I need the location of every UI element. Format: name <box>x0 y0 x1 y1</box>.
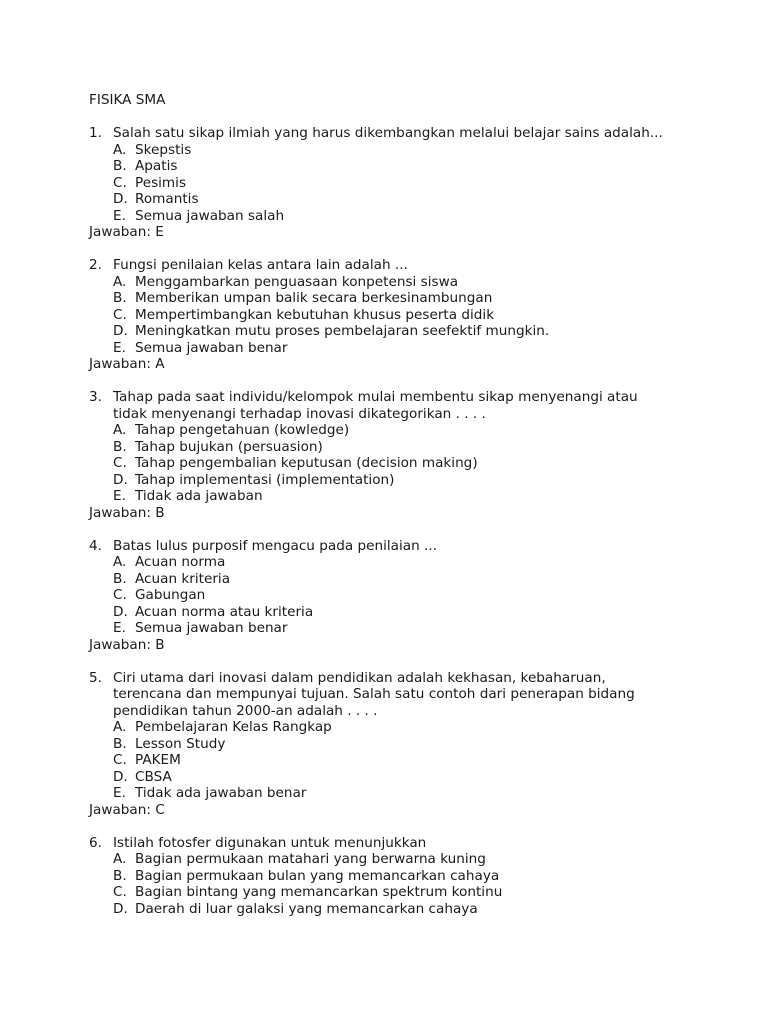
question-number: 6. <box>89 834 102 851</box>
option-item <box>113 868 689 885</box>
question-row <box>89 257 689 274</box>
option-item <box>113 901 689 918</box>
option-text: Semua jawaban benar <box>135 339 288 356</box>
option-item <box>113 769 689 786</box>
answer-line: Jawaban: C <box>89 801 165 818</box>
question-2 <box>89 257 689 373</box>
option-item <box>113 604 689 621</box>
answer-line: Jawaban: E <box>89 224 164 240</box>
option-letter: B. <box>113 158 127 174</box>
option-letter: B. <box>113 438 127 455</box>
option-letter: D. <box>113 768 128 785</box>
option-letter: A. <box>113 422 127 438</box>
option-letter: B. <box>113 867 127 884</box>
option-text: Tahap pengembalian keputusan (decision making) <box>135 455 478 471</box>
option-text: Tahap pengetahuan (kowledge) <box>135 422 350 438</box>
option-letter: B. <box>113 570 127 587</box>
option-text: Mempertimbangkan kebutuhan khusus peserta didik <box>135 306 495 323</box>
option-list <box>89 851 689 917</box>
question-number: 4. <box>89 537 102 554</box>
option-letter: E. <box>113 785 126 801</box>
question-row <box>89 125 689 142</box>
option-letter: C. <box>113 884 127 900</box>
question-text: Salah satu sikap ilmiah yang harus dikembangkan melalui belajar sains adalah... <box>113 125 663 141</box>
option-item <box>113 142 689 159</box>
question-row <box>89 835 689 852</box>
option-item <box>113 323 689 340</box>
option-text: Semua jawaban salah <box>135 207 285 224</box>
answer-line: Jawaban: B <box>89 504 165 521</box>
option-text: Skepstis <box>135 141 192 158</box>
option-text: Tahap implementasi (implementation) <box>135 471 395 488</box>
option-letter: E. <box>113 620 126 636</box>
option-item <box>113 158 689 175</box>
option-item <box>113 422 689 439</box>
question-list <box>89 125 689 917</box>
option-text: Bagian bintang yang memancarkan spektrum kontinu <box>135 884 503 900</box>
option-text: Memberikan umpan balik secara berkesinambungan <box>135 290 493 306</box>
option-list <box>89 554 689 637</box>
question-number: 2. <box>89 257 102 273</box>
answer-line: Jawaban: B <box>89 636 165 653</box>
question-text: Istilah fotosfer digunakan untuk menunjukkan <box>113 834 427 851</box>
question-row <box>89 670 689 720</box>
option-letter: A. <box>113 851 127 867</box>
option-text: Semua jawaban benar <box>135 620 288 636</box>
option-item <box>113 752 689 769</box>
option-text: Tahap bujukan (persuasion) <box>135 438 323 455</box>
option-list <box>89 142 689 225</box>
option-letter: D. <box>113 471 128 488</box>
option-item <box>113 851 689 868</box>
option-item <box>113 191 689 208</box>
option-item <box>113 455 689 472</box>
option-letter: E. <box>113 207 126 224</box>
option-text: Acuan kriteria <box>135 570 231 587</box>
option-text: Apatis <box>135 158 178 174</box>
option-item <box>113 274 689 291</box>
option-letter: C. <box>113 174 127 191</box>
option-list <box>89 719 689 802</box>
option-letter: C. <box>113 306 127 323</box>
question-text: Tahap pada saat individu/kelompok mulai membentu sikap menyenangi atau tidak menyenangi terhadap inovasi dikategorikan . . . . <box>113 389 638 422</box>
option-letter: A. <box>113 554 127 570</box>
option-text: Acuan norma <box>135 554 226 570</box>
question-3 <box>89 389 689 521</box>
option-text: Pesimis <box>135 174 187 191</box>
question-5 <box>89 670 689 819</box>
option-item <box>113 208 689 225</box>
option-text: PAKEM <box>135 752 181 768</box>
question-text: Batas lulus purposif mengacu pada penilaian ... <box>113 537 437 554</box>
option-text: Bagian permukaan bulan yang memancarkan cahaya <box>135 867 500 884</box>
option-item <box>113 175 689 192</box>
question-6 <box>89 835 689 918</box>
option-item <box>113 785 689 802</box>
option-text: Tidak ada jawaban <box>135 488 263 504</box>
option-text: Romantis <box>135 191 199 207</box>
question-number: 3. <box>89 389 102 405</box>
question-text: Ciri utama dari inovasi dalam pendidikan adalah kekhasan, kebaharuan, terencana dan mempunyai tujuan. Salah satu contoh dari penerapan bidang pendidikan tahun 2000-an adalah . . . . <box>113 669 635 719</box>
option-text: Acuan norma atau kriteria <box>135 603 314 620</box>
question-text: Fungsi penilaian kelas antara lain adalah ... <box>113 257 408 273</box>
option-item <box>113 620 689 637</box>
option-text: Meningkatkan mutu proses pembelajaran seefektif mungkin. <box>135 323 550 339</box>
option-text: Tidak ada jawaban benar <box>135 785 307 801</box>
option-item <box>113 571 689 588</box>
option-list <box>89 274 689 357</box>
option-letter: A. <box>113 141 127 158</box>
option-letter: C. <box>113 587 127 603</box>
option-text: Gabungan <box>135 587 206 603</box>
question-number: 5. <box>89 669 102 686</box>
option-letter: D. <box>113 603 128 620</box>
document-content <box>89 92 689 934</box>
option-text: Pembelajaran Kelas Rangkap <box>135 719 332 735</box>
answer-line: Jawaban: A <box>89 356 165 372</box>
option-letter: B. <box>113 735 127 752</box>
question-number: 1. <box>89 125 102 141</box>
option-letter: A. <box>113 273 127 290</box>
option-list <box>89 422 689 505</box>
option-letter: B. <box>113 290 127 306</box>
question-4 <box>89 538 689 654</box>
option-letter: D. <box>113 191 128 207</box>
option-item <box>113 719 689 736</box>
option-item <box>113 884 689 901</box>
option-item <box>113 307 689 324</box>
option-item <box>113 587 689 604</box>
option-text: CBSA <box>135 768 172 785</box>
option-letter: E. <box>113 339 126 356</box>
option-text: Menggambarkan penguasaan konpetensi siswa <box>135 273 459 290</box>
option-item <box>113 736 689 753</box>
option-item <box>113 472 689 489</box>
option-item <box>113 439 689 456</box>
option-item <box>113 290 689 307</box>
option-text: Bagian permukaan matahari yang berwarna kuning <box>135 851 486 867</box>
option-letter: C. <box>113 455 127 471</box>
option-letter: E. <box>113 488 126 504</box>
question-row <box>89 389 689 422</box>
option-letter: D. <box>113 323 128 339</box>
option-letter: A. <box>113 719 127 735</box>
question-1 <box>89 125 689 241</box>
option-item <box>113 340 689 357</box>
option-item <box>113 488 689 505</box>
option-letter: C. <box>113 752 127 768</box>
question-row <box>89 538 689 555</box>
document-title: FISIKA SMA <box>89 92 166 108</box>
option-text: Lesson Study <box>135 735 226 752</box>
option-text: Daerah di luar galaksi yang memancarkan cahaya <box>135 900 478 917</box>
option-letter: D. <box>113 900 128 917</box>
option-item <box>113 554 689 571</box>
